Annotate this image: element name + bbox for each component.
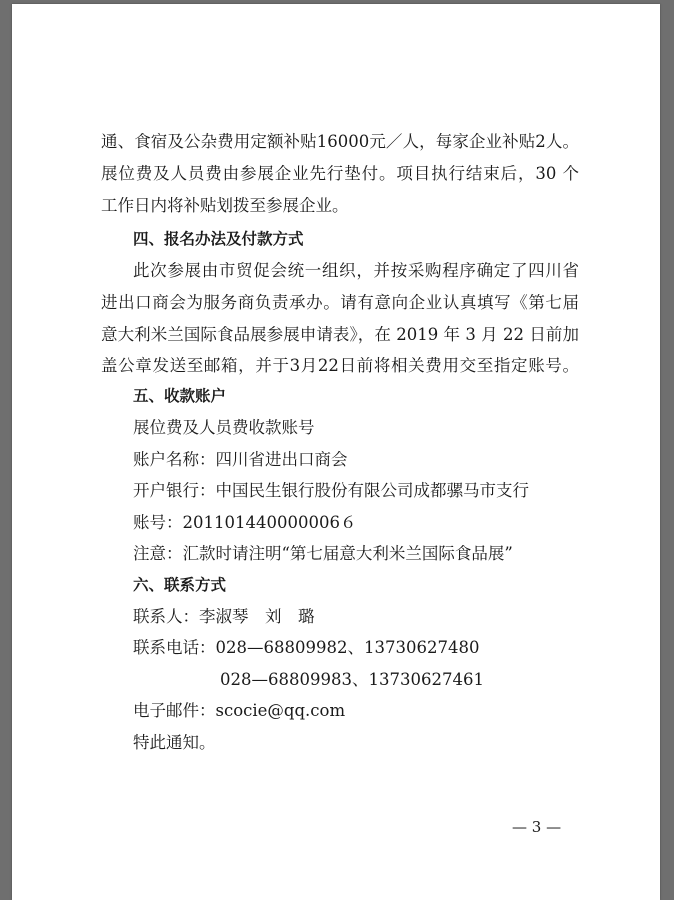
section-5-heading: 五、收款账户 [133,387,227,405]
contact-phone-2: 028—68809983、13730627461 [220,670,484,689]
section-4-line-1: 此次参展由市贸促会统一组织，并按采购程序确定了四川省 [133,261,579,280]
bank-name: 开户银行：中国民生银行股份有限公司成都骡马市支行 [133,481,529,500]
account-number: 账号：201101440000006６ [133,513,357,532]
contact-persons: 联系人：李淑琴 刘 璐 [133,607,315,626]
body-line-2: 展位费及人员费由参展企业先行垫付。项目执行结束后，30 个 [101,164,579,183]
account-name: 账户名称：四川省进出口商会 [133,450,348,469]
contact-email: 电子邮件：scocie@qq.com [133,701,346,720]
closing-remark: 特此通知。 [133,733,216,752]
contact-phone-1: 联系电话：028—68809982、13730627480 [133,638,480,657]
remittance-note: 注意：汇款时请注明“第七届意大利米兰国际食品展” [133,544,513,563]
section-4-line-4: 盖公章发送至邮箱，并于3月22日前将相关费用交至指定账号。 [101,356,579,375]
fee-account-title: 展位费及人员费收款账号 [133,418,315,437]
section-4-heading: 四、报名办法及付款方式 [133,230,304,248]
page-number: — 3 — [512,818,562,836]
body-line-3: 工作日内将补贴划拨至参展企业。 [101,196,349,215]
section-4-line-3: 意大利米兰国际食品展参展申请表》，在 2019 年 3 月 22 日前加 [101,325,579,344]
section-6-heading: 六、联系方式 [133,576,227,594]
document-page [12,4,660,900]
section-4-line-2: 进出口商会为服务商负责承办。请有意向企业认真填写《第七届 [101,293,579,312]
body-line-1: 通、食宿及公杂费用定额补贴16000元／人，每家企业补贴2人。 [101,132,579,151]
